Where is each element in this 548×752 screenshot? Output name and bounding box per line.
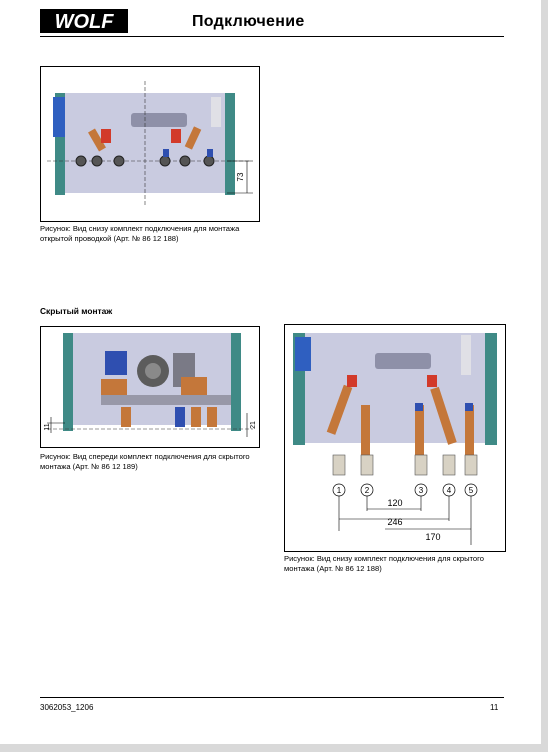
callout-4: 4 <box>446 486 452 495</box>
dimension-21: 21 <box>250 421 257 429</box>
header-rule <box>40 36 504 37</box>
dimension-246: 246 <box>387 517 403 527</box>
page-edge-right <box>541 0 548 752</box>
figure-concealed-bottom-view <box>284 324 506 552</box>
callout-1: 1 <box>336 486 342 495</box>
figure-2-caption: Рисунок: Вид спереди комплект подключения для скрытого монтажа (Арт. № 86 12 189) <box>40 452 250 471</box>
dimension-11: 11 <box>44 423 51 431</box>
page-title: Подключение <box>192 13 305 30</box>
page-number: 11 <box>490 703 499 712</box>
figure-open-installation-bottom-view <box>40 66 260 222</box>
figure-concealed-front-view <box>40 326 260 448</box>
figure-2-drawing <box>41 327 259 447</box>
figure-1-drawing <box>41 67 259 221</box>
footer-rule <box>40 697 504 698</box>
figure-3-drawing <box>285 325 505 551</box>
figure-1-caption: Рисунок: Вид снизу комплект подключения для монтажа открытой проводкой (Арт. № 86 12 188) <box>40 224 240 243</box>
wolf-logo <box>40 9 128 33</box>
dimension-73: 73 <box>236 172 245 182</box>
callout-3: 3 <box>418 486 424 495</box>
page-edge-bottom <box>0 744 548 752</box>
figure-3-caption: Рисунок: Вид снизу комплект подключения для скрытого монтажа (Арт. № 86 12 188) <box>284 554 484 573</box>
document-number: 3062053_1206 <box>40 703 94 712</box>
callout-2: 2 <box>364 486 370 495</box>
section-title-concealed: Скрытый монтаж <box>40 306 113 316</box>
logo-text: WOLF <box>54 11 114 33</box>
callout-5: 5 <box>468 486 474 495</box>
dimension-170: 170 <box>425 532 441 542</box>
dimension-120: 120 <box>387 498 403 508</box>
